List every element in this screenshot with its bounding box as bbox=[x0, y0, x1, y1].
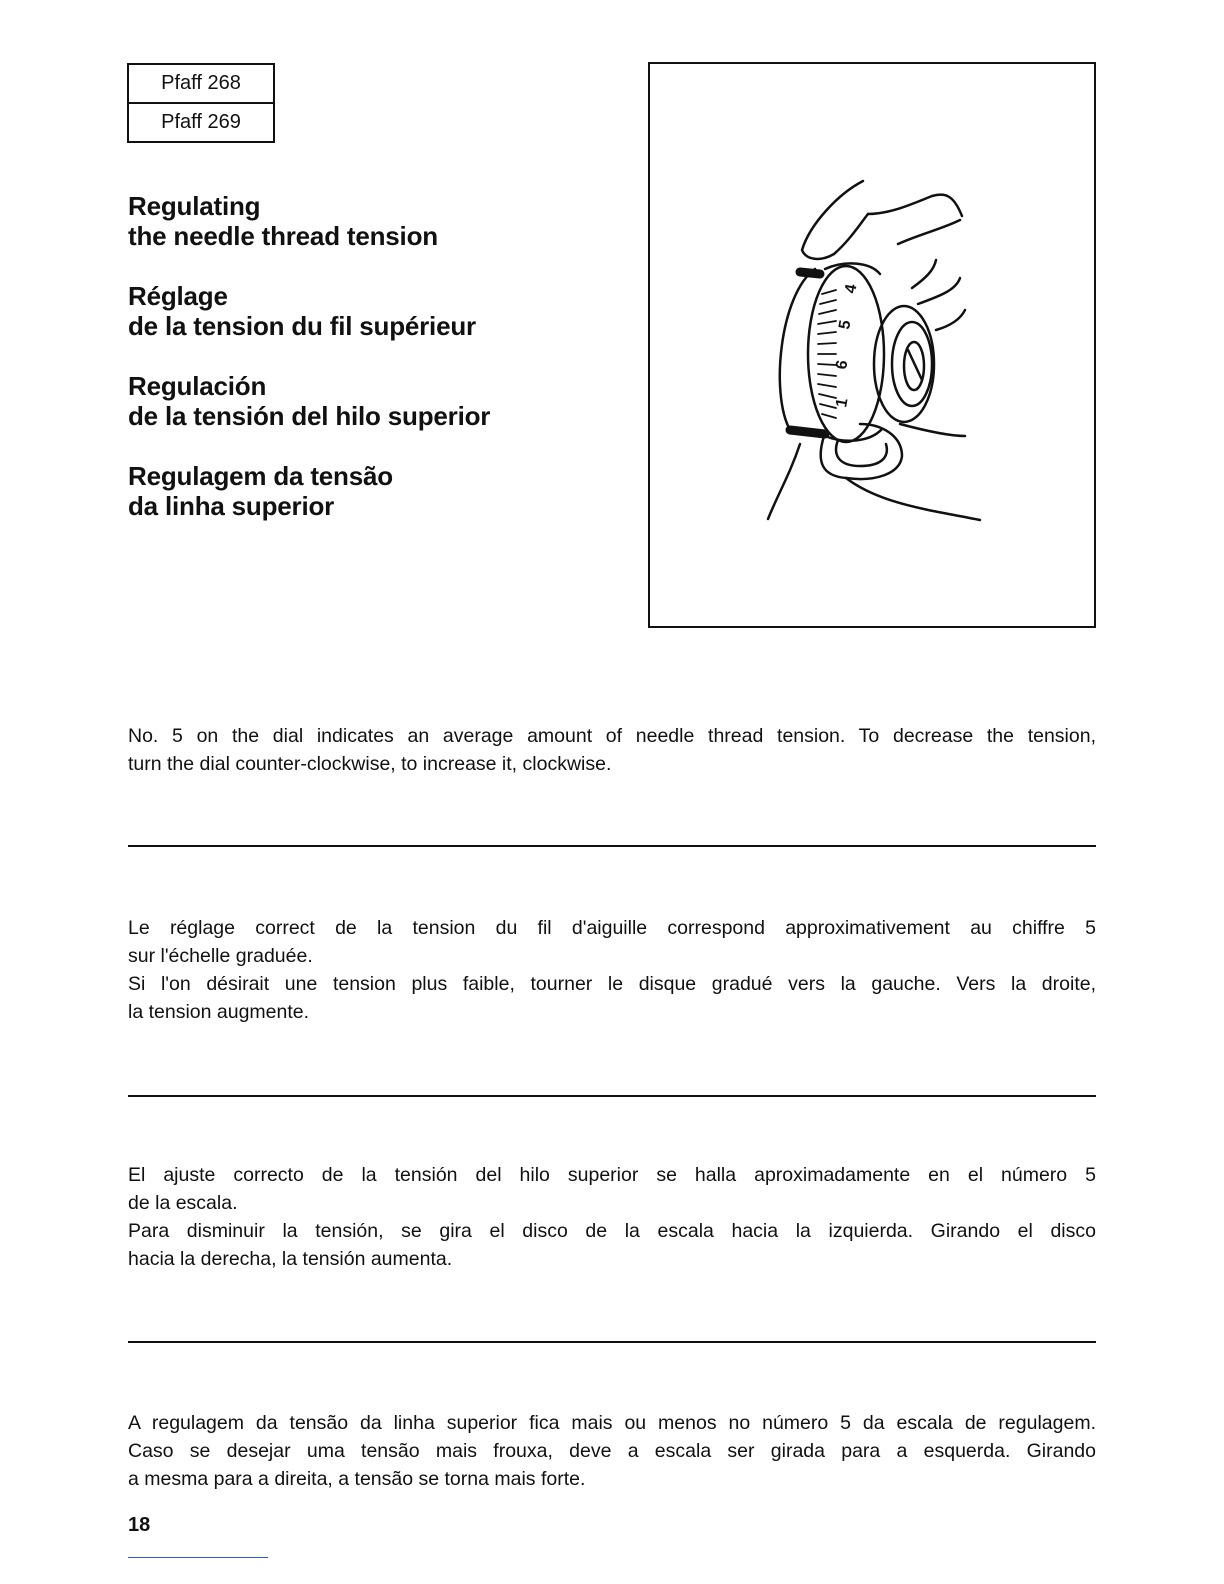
heading-line: the needle thread tension bbox=[128, 221, 438, 251]
heading-french bbox=[128, 281, 608, 341]
text-line: Caso se desejar uma tensão mais frouxa, deve a escala ser girada para a esquerda. Girando bbox=[128, 1440, 1096, 1462]
dial-bottom bbox=[825, 429, 882, 441]
heading-line: de la tension du fil supérieur bbox=[128, 311, 476, 341]
divider bbox=[128, 1341, 1096, 1343]
text-line: sur l'échelle graduée. bbox=[128, 945, 313, 967]
text-line: Para disminuir la tensión, se gira el disco de la escala hacia la izquierda. Girando el disco bbox=[128, 1220, 1096, 1242]
finger-outline bbox=[868, 195, 962, 216]
footer-line bbox=[128, 1557, 268, 1558]
disc-base bbox=[790, 430, 825, 434]
knurled-band bbox=[818, 290, 836, 418]
heading-line: Regulagem da tensão bbox=[128, 461, 393, 491]
finger-outline bbox=[802, 181, 868, 259]
heading-line: da linha superior bbox=[128, 491, 335, 521]
text-line: No. 5 on the dial indicates an average amount of needle thread tension. To decrease the tension, bbox=[128, 725, 1096, 747]
finger-outline bbox=[936, 310, 965, 330]
screw-slot bbox=[908, 350, 922, 380]
section-headings bbox=[128, 191, 608, 551]
text-line: Si l'on désirait une tension plus faible, tourner le disque gradué vers la gauche. Vers la droite, bbox=[128, 973, 1096, 995]
thumb-outline bbox=[846, 478, 980, 520]
heading-spanish bbox=[128, 371, 608, 431]
divider bbox=[128, 1095, 1096, 1097]
text-line: a mesma para a direita, a tensão se torna mais forte. bbox=[128, 1468, 586, 1490]
paragraph-spanish bbox=[128, 1161, 1096, 1273]
hand-outline bbox=[900, 424, 965, 436]
model-label: Pfaff 269 bbox=[129, 102, 273, 141]
dial-number: 1 bbox=[833, 396, 852, 409]
disc-outline bbox=[780, 269, 820, 434]
text-line: de la escala. bbox=[128, 1192, 238, 1214]
screw-head bbox=[904, 342, 924, 390]
divider bbox=[128, 845, 1096, 847]
heading-english bbox=[128, 191, 608, 251]
heading-line: Regulación bbox=[128, 371, 267, 401]
text-line: la tension augmente. bbox=[128, 1001, 310, 1023]
dial-scale-numbers bbox=[833, 283, 860, 409]
dial-number: 5 bbox=[836, 318, 855, 331]
thumb-nail bbox=[836, 440, 887, 466]
dial-number: 6 bbox=[833, 358, 852, 371]
dial-number: 4 bbox=[842, 282, 861, 295]
paragraph-english bbox=[128, 722, 1096, 778]
disc-top-mark bbox=[800, 272, 820, 274]
heading-line: Regulating bbox=[128, 191, 261, 221]
text-line: El ajuste correcto de la tensión del hilo superior se halla aproximadamente en el número 5 bbox=[128, 1164, 1096, 1186]
finger-outline bbox=[918, 278, 960, 304]
knob-hub-inner bbox=[892, 322, 932, 406]
text-line: hacia la derecha, la tensión aumenta. bbox=[128, 1248, 453, 1270]
thumb-outline bbox=[821, 424, 902, 479]
model-label-box bbox=[127, 63, 275, 143]
page-number: 18 bbox=[128, 1514, 151, 1536]
tension-dial-illustration bbox=[648, 62, 1096, 628]
heading-portuguese bbox=[128, 461, 608, 521]
hand-turning-dial-drawing bbox=[650, 64, 1094, 626]
wrist-outline bbox=[768, 444, 800, 519]
model-label: Pfaff 268 bbox=[161, 72, 241, 94]
finger-outline bbox=[912, 260, 936, 288]
paragraph-french bbox=[128, 914, 1096, 1026]
finger-outline bbox=[898, 220, 960, 244]
text-line: turn the dial counter-clockwise, to increase it, clockwise. bbox=[128, 753, 612, 775]
text-line: A regulagem da tensão da linha superior fica mais ou menos no número 5 da escala de regulagem. bbox=[128, 1412, 1096, 1434]
paragraph-portuguese bbox=[128, 1409, 1096, 1493]
heading-line: Réglage bbox=[128, 281, 228, 311]
text-line: Le réglage correct de la tension du fil d'aiguille correspond approximativement au chiffre 5 bbox=[128, 917, 1096, 939]
heading-line: de la tensión del hilo superior bbox=[128, 401, 491, 431]
